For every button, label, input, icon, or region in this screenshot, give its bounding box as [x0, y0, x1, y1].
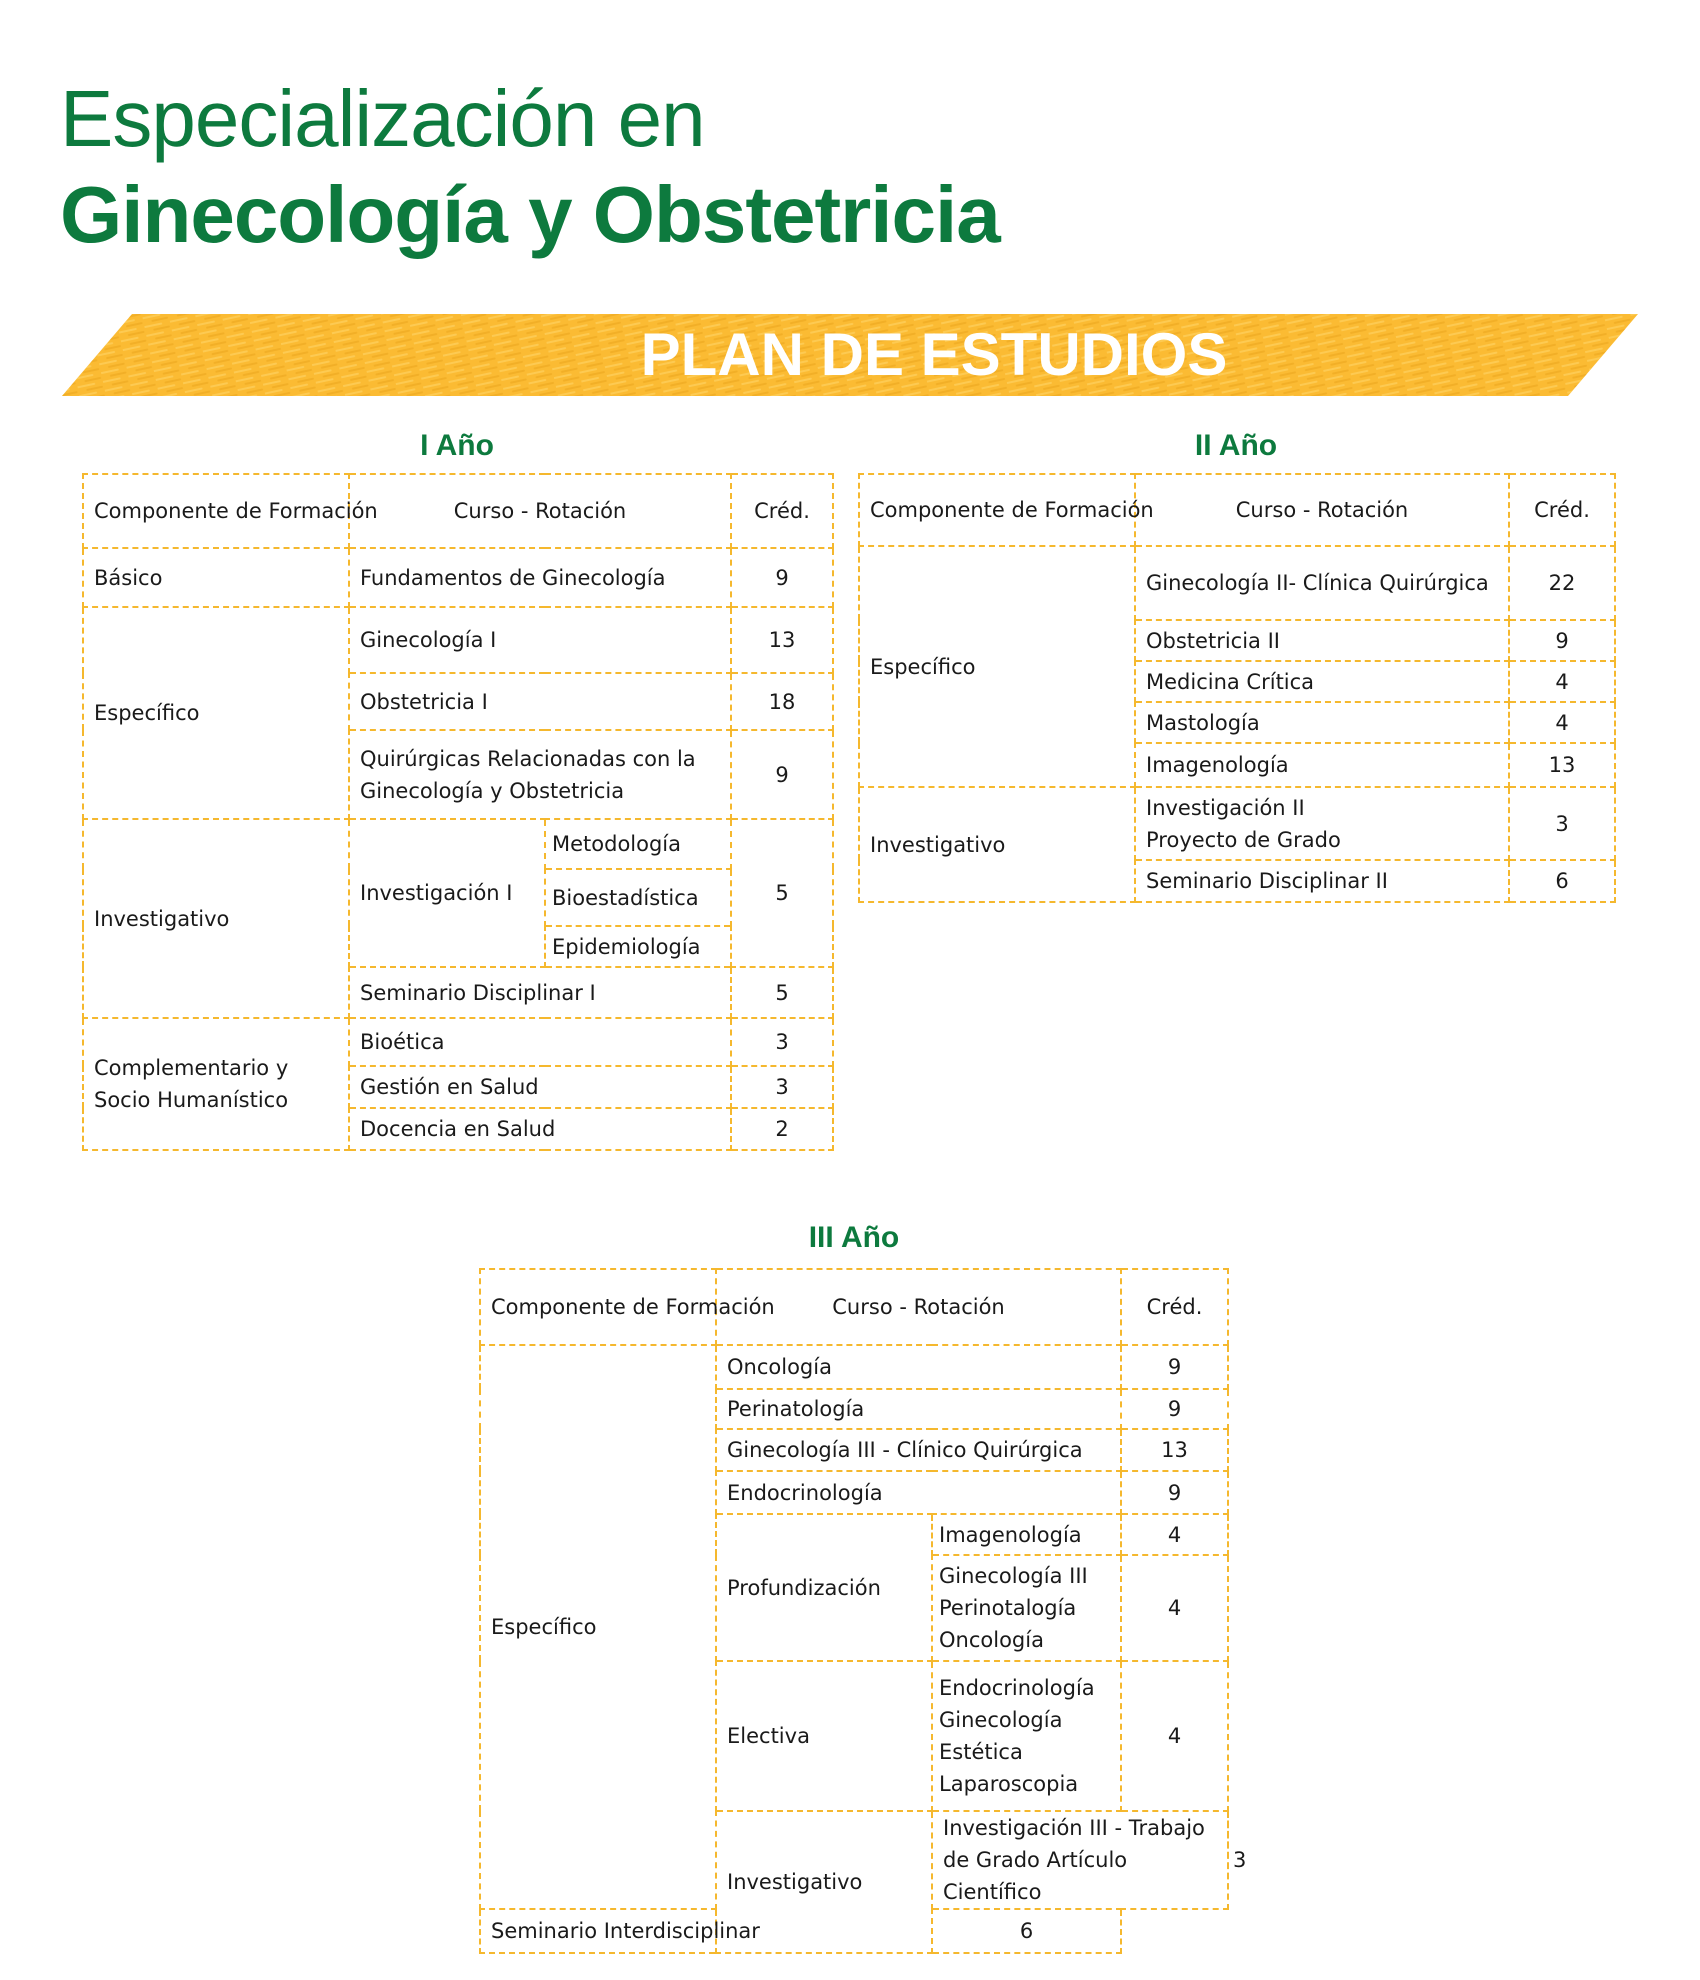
- course-cell: Seminario Interdisciplinar: [480, 1909, 932, 1953]
- col-header-credits: Créd.: [731, 474, 833, 548]
- course-cell: Electiva: [716, 1661, 932, 1811]
- course-cell: Obstetricia II: [1135, 620, 1509, 661]
- col-header-course: Curso - Rotación: [1135, 474, 1509, 546]
- credits-cell: 6: [932, 1909, 1121, 1953]
- table-row: [480, 1345, 1228, 1389]
- component-cell: Básico: [83, 548, 349, 607]
- table-row: [83, 819, 833, 869]
- course-cell: Perinatología: [716, 1389, 1121, 1429]
- table-row: [480, 1909, 1228, 1953]
- subcourse-cell: Bioestadística: [545, 869, 731, 926]
- subcourse-line: Estética: [939, 1740, 1023, 1764]
- component-cell: Específico: [859, 546, 1135, 787]
- course-cell: [1135, 787, 1509, 860]
- subcourse-line: Endocrinología: [939, 1676, 1095, 1700]
- course-cell: Medicina Crítica: [1135, 661, 1509, 702]
- course-cell: Gestión en Salud: [349, 1066, 731, 1108]
- table-header-row: [859, 474, 1615, 546]
- year-1-label: I Año: [420, 429, 494, 462]
- credits-cell: 4: [1509, 702, 1615, 743]
- subcourse-line: Perinotalogía: [939, 1596, 1077, 1620]
- credits-cell: 3: [731, 1018, 833, 1066]
- credits-cell: 22: [1509, 546, 1615, 620]
- subcourse-line: Ginecología III: [939, 1564, 1088, 1588]
- subcourse-cell: Epidemiología: [545, 926, 731, 967]
- page-title-line-1: Especialización en: [60, 74, 705, 163]
- col-header-credits: Créd.: [1121, 1269, 1228, 1345]
- credits-cell: 4: [1121, 1661, 1228, 1811]
- credits-cell: 9: [1509, 620, 1615, 661]
- subcourse-cell: Metodología: [545, 819, 731, 869]
- col-header-component: Componente de Formación: [83, 474, 349, 548]
- credits-cell: 5: [731, 967, 833, 1018]
- course-cell: Investigación I: [349, 819, 545, 967]
- subcourse-cell: Imagenología: [932, 1514, 1121, 1555]
- course-cell: Seminario Disciplinar II: [1135, 860, 1509, 902]
- course-cell: Oncología: [716, 1345, 1121, 1389]
- table-row: [83, 1018, 833, 1066]
- course-cell: Seminario Disciplinar I: [349, 967, 731, 1018]
- component-cell: Investigativo: [859, 787, 1135, 902]
- page-title-line-2: Ginecología y Obstetricia: [60, 170, 1000, 259]
- subcourse-line: Ginecología: [939, 1708, 1063, 1732]
- subcourse-line: Oncología: [939, 1628, 1044, 1652]
- table-row: [83, 607, 833, 673]
- credits-cell: 9: [1121, 1345, 1228, 1389]
- table-row: [859, 787, 1615, 860]
- credits-cell: 4: [1121, 1514, 1228, 1555]
- credits-cell: 5: [731, 819, 833, 967]
- credits-cell: 9: [1121, 1471, 1228, 1514]
- col-header-component: Componente de Formación: [480, 1269, 716, 1345]
- course-line: Investigación II: [1146, 795, 1305, 820]
- credits-cell: 9: [731, 548, 833, 607]
- credits-cell: 4: [1509, 661, 1615, 702]
- year-1-table: [82, 473, 834, 1151]
- course-cell: Bioética: [349, 1018, 731, 1066]
- component-cell: Complementario y Socio Humanístico: [83, 1018, 349, 1150]
- course-cell: Endocrinología: [716, 1471, 1121, 1514]
- subcourse-line: Laparoscopia: [939, 1772, 1079, 1796]
- subcourse-cell: [932, 1555, 1121, 1661]
- table-row: [859, 546, 1615, 620]
- col-header-course: Curso - Rotación: [349, 474, 731, 548]
- table-row: Investigativo Investigación III - Trabajo de Grado Artículo Científico 3: [480, 1811, 1228, 1909]
- credits-cell: 13: [1509, 743, 1615, 787]
- plan-de-estudios-banner: [62, 314, 1638, 396]
- course-cell: Obstetricia I: [349, 673, 731, 730]
- course-cell: Ginecología II- Clínica Quirúrgica: [1135, 546, 1509, 620]
- course-cell: Quirúrgicas Relacionadas con la Ginecología y Obstetricia: [349, 730, 731, 819]
- col-header-course: Curso - Rotación: [716, 1269, 1121, 1345]
- course-cell: Profundización: [716, 1514, 932, 1661]
- col-header-credits: Créd.: [1509, 474, 1615, 546]
- course-cell: Imagenología: [1135, 743, 1509, 787]
- credits-cell: 13: [1121, 1429, 1228, 1471]
- course-line: Proyecto de Grado: [1146, 827, 1341, 852]
- year-3-table: [479, 1268, 1247, 1954]
- col-header-component: Componente de Formación: [859, 474, 1135, 546]
- credits-cell: 18: [731, 673, 833, 730]
- course-cell: Ginecología III - Clínico Quirúrgica: [716, 1429, 1121, 1471]
- credits-cell: 9: [731, 730, 833, 819]
- table-header-row: [480, 1269, 1228, 1345]
- credits-cell: 3: [731, 1066, 833, 1108]
- table-row: [83, 548, 833, 607]
- course-cell: Docencia en Salud: [349, 1108, 731, 1150]
- credits-cell: 6: [1509, 860, 1615, 902]
- course-cell: Mastología: [1135, 702, 1509, 743]
- course-cell: Investigación III - Trabajo de Grado Artículo Científico: [932, 1811, 1228, 1909]
- component-cell: Investigativo: [83, 819, 349, 1018]
- credits-cell: 9: [1121, 1389, 1228, 1429]
- table-header-row: [83, 474, 833, 548]
- course-cell: Ginecología I: [349, 607, 731, 673]
- subcourse-cell: [932, 1661, 1121, 1811]
- credits-cell: 3: [1509, 787, 1615, 860]
- component-cell: Específico: [480, 1345, 716, 1909]
- year-2-label: II Año: [1194, 429, 1278, 462]
- course-cell: Fundamentos de Ginecología: [349, 548, 731, 607]
- year-2-table: [858, 473, 1616, 903]
- component-cell: Investigativo: [716, 1811, 932, 1953]
- credits-cell: 2: [731, 1108, 833, 1150]
- banner-title: PLAN DE ESTUDIOS: [640, 321, 1228, 388]
- credits-cell: 13: [731, 607, 833, 673]
- year-3-label: III Año: [808, 1221, 900, 1254]
- credits-cell: 4: [1121, 1555, 1228, 1661]
- component-cell: Específico: [83, 607, 349, 819]
